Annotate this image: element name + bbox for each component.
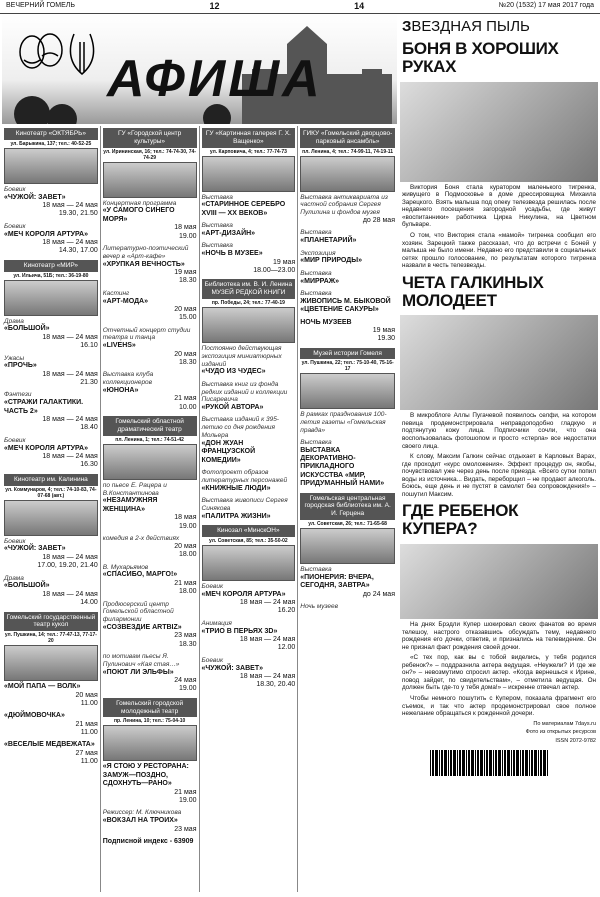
event-title: «СТАРИННОЕ СЕРЕБРО XVIII — XX ВЕКОВ»: [201, 201, 286, 217]
barcode-bar: [540, 750, 542, 776]
barcode-bar: [435, 750, 438, 776]
event-dates: 23 мая: [174, 825, 197, 833]
barcode-bar: [504, 750, 506, 776]
event-title: «ПРОЧЬ»: [4, 362, 37, 370]
event-dates: 18 мая — 24 мая: [42, 370, 98, 378]
event-title: «ДОН ЖУАН ФРАНЦУЗСКОЙ КОМЕДИИ»: [201, 439, 256, 464]
barcode-bar: [513, 750, 515, 776]
event-listing: [4, 355, 98, 388]
venue-name: Кинотеатр им. Калинина: [4, 474, 98, 486]
barcode-bar: [486, 750, 488, 776]
event-listing: [103, 564, 197, 597]
event-times: 18.00—23.00: [253, 266, 296, 274]
event-listing: [103, 245, 197, 286]
event-listing: [103, 763, 197, 805]
event-dates: 18 мая — 24 мая: [239, 599, 296, 606]
event-genre: Литературно-поэтический вечер в «Арт-кафе»: [102, 244, 189, 260]
barcode-bar: [498, 750, 501, 776]
event-times: 21.30: [80, 379, 98, 387]
venue-column: [298, 126, 397, 892]
event-genre: Выставка: [300, 269, 332, 277]
article-paragraph: «С тех пор, как вы с тобой виделись, у тебя родился ребенок?» – поддразнила актера ведущая. «Неужели? И где же он?» – невозмутимо спросил актер. «Когда вернешься к Ирине, повод зайдет, по свидетельствам», – отметила ведущая. Он должен быть где-то у тебя дома!» – искренне отвечал актер.: [402, 654, 596, 692]
event-genre: Анимация: [201, 619, 232, 627]
venue-photo: [103, 725, 197, 761]
event-genre: Концертная программа: [102, 199, 177, 207]
event-dates: 20 мая: [174, 542, 197, 550]
event-genre: Выставка: [201, 193, 233, 201]
event-dates: 18 мая — 24 мая: [42, 553, 98, 561]
source-note: По материалам 7days.ru: [533, 720, 596, 727]
event-times: 12.00: [277, 644, 296, 652]
venue-address: пл. Ленина, 1; тел.: 74-51-42: [115, 436, 184, 443]
event-listing: [300, 290, 395, 315]
venue-photo: [202, 307, 296, 343]
event-genre: Выставка клуба коллекционеров: [102, 371, 154, 387]
venue-address: пл. Ленина, 4; тел.: 74-99-11, 74-19-11: [302, 148, 394, 155]
venue-name: Гомельский областной драматический театр: [103, 416, 197, 436]
barcode-bar: [525, 750, 528, 776]
paper-name: ВЕЧЕРНИЙ ГОМЕЛЬ: [6, 2, 75, 10]
event-title: «LIVEHS»: [102, 342, 136, 350]
event-dates: 19 мая: [174, 268, 197, 276]
barcode-bar: [471, 750, 474, 776]
event-dates: 21 мая: [75, 720, 98, 728]
event-title: «КНИЖНЫЕ ЛЮДИ»: [201, 484, 271, 492]
event-listing: [300, 194, 395, 226]
article-title: ЧЕТА ГАЛКИНЫХ МОЛОДЕЕТ: [402, 272, 544, 310]
venue-column: [101, 126, 200, 892]
event-title: «ЧУЖОЙ: ЗАВЕТ»: [4, 545, 66, 553]
venue-address: ул. Пушкина, 14; тел.: 77-47-13, 77-17-20: [4, 632, 97, 645]
event-title: «НОЧЬ В МУЗЕЕ»: [201, 250, 263, 258]
venue-photo: [202, 545, 296, 581]
event-title: «СТРАЖИ ГАЛАКТИКИ. ЧАСТЬ 2»: [4, 399, 84, 415]
article-paragraph: Виктория Боня стала куратором маленького тигренка, живущего в Подмосковье в доме дрессировщика Михаила Зарецкого. Взять малыша под опеку телезвезда решилась после недавнего посещения загородной усадьбы, где живут «воспитанники» работника Цирка Никулина, на Цветном бульваре.: [402, 183, 596, 229]
event-genre: Фотопроект образов литературных персонажей: [201, 469, 288, 484]
celebrity-news: [400, 14, 598, 893]
event-times: 18.30: [178, 277, 197, 285]
event-listing: [202, 381, 296, 413]
event-dates: 18 мая — 24 мая: [42, 201, 98, 209]
barcode-bar: [531, 750, 533, 776]
barcode-bar: [489, 750, 492, 776]
event-genre: В. Мухарьямов: [102, 563, 149, 571]
photo-credit: Фото из открытых ресурсов: [525, 729, 596, 736]
venue-name: ГИКУ «Гомельский дворцово-парковый ансамбль»: [300, 128, 395, 148]
venue-address: ул. Советская, 26; тел.: 71-65-68: [308, 521, 387, 528]
event-genre: Выставка: [300, 229, 332, 237]
barcode-bar: [457, 750, 458, 776]
event-listing: [4, 318, 98, 351]
article-paragraph: К слову, Максим Галкин сейчас отдыхает в Карловых Варах, где проходит «курс омоложения». Эффект процедур он, якобы, почувствовал уже через день после приезда. «Всего сутки попил воды из источника... Видать, переборщил – не продают алкоголь. Боюсь, еще день и не пустят в самолет без сопровождения!» – пошутил Максим.: [402, 453, 596, 498]
event-dates: 20 мая: [174, 305, 197, 313]
event-genre: В рамках празднования 100-летия газеты «Гомельская правда»: [300, 411, 387, 435]
event-genre: Боевик: [4, 185, 26, 193]
event-listing: [103, 371, 197, 412]
event-title: «Я СТОЮ У РЕСТОРАНА: ЗАМУЖ—ПОЗДНО, СДОХНУТЬ—РАНО»: [102, 763, 189, 788]
venue-columns: [2, 126, 397, 892]
event-listing: [4, 712, 98, 737]
event-genre: Выставка живописи Сергея Синякова: [201, 497, 288, 512]
event-dates: 18 мая — 24 мая: [42, 333, 98, 341]
event-times: 11.00: [80, 699, 98, 707]
event-dates: 18 мая — 24 мая: [42, 590, 98, 598]
venue-address: ул. Ирининская, 16; тел.: 74-74-30, 74-74-29: [103, 148, 196, 161]
event-listing: [103, 535, 197, 560]
event-times: 18.30: [178, 359, 197, 367]
event-genre: Выставка: [201, 222, 233, 230]
event-dates: 21 мая: [174, 788, 197, 796]
barcode-bar: [522, 750, 524, 776]
event-listing: [103, 290, 197, 323]
event-listing: [103, 482, 197, 531]
issn: ISSN 2072-9782: [555, 737, 596, 744]
event-listing: [4, 741, 98, 766]
event-listing: [300, 439, 395, 489]
event-listing: [300, 270, 395, 286]
event-title: «ВОКЗАЛ НА ТРОИХ»: [102, 817, 178, 825]
event-genre: Кастинг: [102, 289, 130, 297]
event-title: «ЧУЖОЙ: ЗАВЕТ»: [201, 664, 263, 672]
event-title: «МЕЧ КОРОЛЯ АРТУРА»: [201, 590, 286, 598]
event-dates: 18 мая — 24 мая: [42, 453, 98, 461]
barcode-bar: [538, 750, 539, 776]
event-times: 19.00: [178, 685, 197, 693]
event-listing: [103, 601, 197, 650]
event-title: «МИРРАЖ»: [300, 277, 340, 285]
event-dates: 18 мая — 24 мая: [42, 416, 98, 424]
event-dates: 19 мая: [372, 326, 395, 334]
barcode-bar: [430, 750, 431, 776]
barcode-bar: [543, 750, 546, 776]
event-genre: Драма: [4, 574, 24, 582]
venue-address: пр. Ленина, 10; тел.: 75-04-10: [113, 718, 186, 725]
venue-photo: [300, 156, 395, 192]
event-dates: 19 мая: [273, 258, 296, 266]
event-times: 15.00: [178, 314, 197, 322]
article-paragraph: На днях Брэдли Купер шокировал своих фанатов во время телешоу, настрого отказавшись обсуждать тему, недавнего рождения его дочки, ответив, и признались на телевидение. Он не признал факт рождения своей дочки.: [402, 621, 596, 651]
barcode-bar: [507, 750, 510, 776]
event-listing: [103, 200, 197, 241]
barcode-bar: [529, 750, 530, 776]
event-title: «БОЛЬШОЙ»: [4, 325, 50, 333]
barcode-bar: [462, 750, 465, 776]
venue-photo: [300, 373, 395, 409]
article-photo: [400, 315, 598, 410]
event-listing: [300, 566, 395, 599]
theatre-masks-icon: [20, 34, 62, 68]
event-listing: [202, 194, 296, 219]
event-title: ВЫСТАВКА ДЕКОРАТИВНО-ПРИКЛАДНОГО ИСКУССТВА «МИР, ПРИДУМАННЫЙ НАМИ»: [300, 446, 385, 488]
event-times: 19.00: [178, 232, 197, 240]
event-title: «ЮНОНА»: [102, 387, 139, 395]
page-number-left: 12: [209, 1, 220, 12]
venue-photo: [4, 645, 98, 681]
event-listing: [202, 620, 296, 653]
barcode-bar: [459, 750, 461, 776]
event-times: 18.30: [178, 640, 197, 648]
event-listing: [202, 222, 296, 238]
barcode-bar: [547, 750, 548, 776]
event-genre: Фэнтези: [4, 391, 32, 399]
page-number-right: 14: [354, 1, 365, 12]
barcode-bar: [484, 750, 485, 776]
event-genre: Выставка изданий к 395-летию со дня рождения Мольера: [201, 416, 279, 440]
event-genre: Постоянно действующая экспозиция миниатюрных изданий: [201, 344, 282, 368]
venue-photo: [103, 444, 197, 480]
event-title: «ЧУДО ИЗ ЧУДЕС»: [201, 368, 266, 376]
event-genre: Боевик: [4, 537, 26, 545]
event-title: «АРТ-МОДА»: [102, 297, 149, 305]
event-dates: 18 мая: [174, 514, 197, 522]
venue-photo: [300, 528, 395, 564]
barcode-bar: [534, 750, 537, 776]
event-times: 11.00: [80, 758, 98, 766]
event-title: ЖИВОПИСЬ М. БЫКОВОЙ «ЦВЕТЕНИЕ САКУРЫ»: [300, 297, 391, 314]
event-genre: Экспозиция: [300, 249, 336, 257]
article-paragraph: Чтобы немного пошутить с Купером, показала фрагмент его съемок, и так что актер продемонстрировал свое полное нежелание обращаться к рожденной дочери.: [402, 695, 596, 718]
venue-address: ул. Карповича, 4; тел.: 77-74-73: [209, 148, 287, 155]
event-dates: 18 мая — 24 мая: [239, 672, 296, 680]
lyre-icon: [70, 34, 93, 74]
event-times: 18.00: [178, 588, 197, 596]
event-genre: Выставка антиквариата из частной собрания Сергея Пулилина и фондов музея: [300, 193, 388, 217]
afisha-section: [2, 14, 397, 893]
event-genre: Выставка: [300, 289, 332, 297]
event-listing: [300, 250, 395, 266]
event-title: «ВЕСЕЛЫЕ МЕДВЕЖАТА»: [4, 741, 95, 749]
barcode-bar: [502, 750, 503, 776]
event-title: «МЕЧ КОРОЛЯ АРТУРА»: [4, 230, 88, 238]
event-times: 19.30, 21.50: [58, 210, 98, 218]
event-listing: [202, 497, 296, 521]
event-title: «ПАЛИТРА ЖИЗНИ»: [201, 512, 271, 520]
barcode-bar: [466, 750, 467, 776]
venue-photo: [4, 500, 98, 536]
event-listing: [4, 437, 98, 470]
barcode-bar: [516, 750, 519, 776]
event-listing: [4, 186, 98, 219]
event-title: «ПОЮТ ЛИ ЭЛЬФЫ»: [102, 668, 174, 676]
event-title: «ТРИО В ПЕРЬЯХ 3D»: [201, 627, 278, 635]
event-listing: [4, 538, 98, 571]
event-listing: [202, 469, 296, 493]
article-photo: [400, 544, 598, 619]
barcode-bar: [448, 750, 449, 776]
venue-column: [2, 126, 101, 892]
event-title: «ПИОНЕРИЯ: ВЧЕРА, СЕГОДНЯ, ЗАВТРА»: [300, 573, 374, 590]
event-listing: [300, 229, 395, 245]
venue-name: Музей истории Гомеля: [300, 348, 395, 360]
venue-photo: [4, 148, 98, 184]
event-dates: до 24 мая: [362, 590, 395, 598]
event-dates: 21 мая: [174, 395, 197, 403]
articles: [400, 40, 598, 718]
event-title: «МОЙ ПАПА — ВОЛК»: [4, 683, 81, 691]
barcode-bar: [495, 750, 497, 776]
event-genre: комедия в 2-х действиях: [102, 534, 180, 542]
venue-name: Гомельский городской молодежный театр: [103, 698, 197, 718]
event-genre: Драма: [4, 317, 24, 325]
event-genre: Ночь музеев: [300, 602, 339, 610]
event-listing: [4, 575, 98, 608]
venue-name: Кинотеатр «МИР»: [4, 260, 98, 272]
venue-name: ГУ «Картинная галерея Г. Х. Ващенко»: [202, 128, 296, 148]
article-paragraph: О том, что Виктория стала «мамой» тигренка сообщил его хозяин. Зарецкий также рассказал, что до встречи с Боней у малыша не было имени. Недавно его представили в социальных сетях прошло голосование, по результатам которого тигренка назвали в честь телезвезды.: [402, 231, 596, 270]
barcode-bar: [468, 750, 470, 776]
venue-address: ул. Барыкина, 137; тел.: 40-52-25: [10, 140, 92, 147]
event-title: «ДЮЙМОВОЧКА»: [4, 712, 65, 720]
event-listing: [202, 657, 296, 690]
venue-name: Библиотека им. В. И. Ленина МУЗЕЙ РЕДКОЙ КНИГИ: [202, 279, 296, 299]
top-bar: [0, 0, 600, 14]
event-times: 18.00: [178, 551, 197, 559]
barcode-bar: [453, 750, 456, 776]
event-listing: [202, 242, 296, 275]
barcode-bar: [432, 750, 434, 776]
venue-address: ул. Пушкина, 22; тел.: 75-10-40, 75-16-17: [301, 360, 394, 373]
venue-name: Гомельская центральная городская библиотека им. А. И. Герцена: [300, 493, 395, 520]
venue-name: Кинозал «МинскOН»: [202, 525, 296, 537]
article-title: БОНЯ В ХОРОШИХ РУКАХ: [402, 39, 559, 76]
venue-address: ул. Коммунаров, 4; тел.: 74-10-83, 74-07-68 (авт.): [5, 486, 97, 499]
event-title: «ЧУЖОЙ: ЗАВЕТ»: [4, 193, 66, 201]
article-photo: [400, 82, 598, 182]
event-listing: [202, 416, 296, 465]
event-dates: 24 мая: [174, 677, 197, 685]
event-title: «НЕЗАМУЖНЯЯ ЖЕНЩИНА»: [102, 497, 158, 513]
issue-info: №20 (1532) 17 мая 2017 года: [498, 2, 594, 10]
event-genre: Боевик: [201, 582, 224, 590]
rubric-title: [400, 14, 598, 36]
event-listing: [103, 653, 197, 694]
event-listing: [103, 327, 197, 368]
event-dates: 18 мая — 24 мая: [239, 635, 296, 643]
event-genre: Ужасы: [4, 354, 25, 362]
barcode-bar: [444, 750, 447, 776]
event-listing: [103, 809, 197, 834]
event-title: «ПЛАНЕТАРИЙ»: [300, 237, 357, 245]
event-listing: [202, 345, 296, 377]
venue-name: ГУ «Городской центр культуры»: [103, 128, 197, 148]
event-times: 16.30: [80, 461, 98, 469]
event-times: 17.00, 19.20, 21.40: [37, 562, 98, 570]
barcode-bar: [441, 750, 443, 776]
event-genre: по пьесе Е. Рацера и В.Константинова: [102, 481, 167, 497]
event-genre: Режиссер: М. Ключникова: [102, 809, 182, 817]
event-dates: 20 мая: [75, 691, 98, 699]
event-listing: [4, 223, 98, 256]
event-dates: до 28 мая: [362, 216, 395, 224]
event-title: «СОЗВЕЗДИЕ ARTBIZ»: [102, 623, 182, 631]
event-title: «РУКОЙ АВТОРА»: [201, 404, 264, 412]
rubric-lead: З: [402, 18, 412, 35]
event-genre: Продюсерский центр Гомельской областной филармонии: [102, 600, 174, 624]
venue-name: Гомельский государственный театр кукол: [4, 612, 98, 632]
event-title: «У САМОГО СИНЕГО МОРЯ»: [102, 207, 175, 223]
event-genre: Выставка книг из фонда редких изданий и коллекции Писаревича: [201, 380, 288, 404]
venue-address: ул. Ильича, 51Б; тел.: 36-19-80: [13, 272, 89, 279]
event-listing: [4, 391, 98, 432]
event-genre: по мотивам пьесы Я. Пулинович «Кая стая…»: [102, 653, 180, 668]
event-listing: [300, 603, 395, 611]
barcode-bar: [439, 750, 440, 776]
event-times: 19.00: [178, 797, 197, 804]
event-times: 18.30, 20.40: [256, 681, 296, 689]
article-paragraph: В микроблоге Аллы Пугачевой появилось селфи, на котором певица продемонстрировала неправдоподобно гладкую и подтянутую кожу лица. Подписчики сочли, что она воспользовалась фотошопом и просто «стерла» все недостатки своего лица.: [402, 412, 596, 450]
barcode-bar: [480, 750, 483, 776]
event-times: 16.10: [80, 342, 98, 350]
section-title: АФИША: [107, 50, 323, 108]
event-genre: Боевик: [4, 222, 26, 230]
venue-column: [200, 126, 299, 892]
event-times: 10.00: [178, 403, 197, 411]
event-genre: Отчетный концерт студии театра и танца: [102, 326, 191, 342]
barcode-bar: [493, 750, 494, 776]
venue-photo: [103, 162, 197, 198]
event-dates: 27 мая: [75, 749, 98, 757]
event-genre: Боевик: [201, 656, 224, 664]
subscription-index: Подписной индекс - 63909: [102, 837, 194, 845]
event-dates: 21 мая: [174, 579, 197, 587]
event-title: «БОЛЬШОЙ»: [4, 582, 50, 590]
event-times: 18.40: [80, 424, 98, 432]
event-dates: 18 мая: [174, 224, 197, 232]
event-genre: Выставка: [300, 438, 332, 446]
event-title: «СПАСИБО, МАРГО!»: [102, 571, 178, 579]
event-dates: 18 мая — 24 мая: [42, 238, 98, 246]
event-times: 11.00: [80, 729, 98, 737]
event-genre: Выставка: [300, 566, 332, 574]
event-times: 19.00: [178, 522, 197, 530]
event-times: 16.20: [277, 607, 296, 615]
venue-photo: [202, 156, 296, 192]
event-title: «АРТ-ДИЗАЙН»: [201, 229, 256, 237]
event-title: «МЕЧ КОРОЛЯ АРТУРА»: [4, 444, 88, 452]
venue-photo: [4, 280, 98, 316]
venue-name: Кинотеатр «ОКТЯБРЬ»: [4, 128, 98, 140]
event-dates: 20 мая: [174, 350, 197, 358]
rubric-rest: ВЕЗДНАЯ ПЫЛЬ: [411, 18, 530, 35]
event-dates: 23 мая: [174, 632, 197, 640]
afisha-header: [2, 14, 397, 124]
event-genre: Выставка: [201, 242, 233, 250]
barcode-bar: [450, 750, 452, 776]
venue-address: ул. Советская, 85; тел.: 35-50-02: [209, 537, 288, 544]
event-times: 14.30, 17.00: [58, 247, 98, 255]
event-times: 14.00: [80, 599, 98, 607]
event-times: 19.30: [377, 335, 395, 343]
event-listing: [4, 683, 98, 708]
event-title: «МИР ПРИРОДЫ»: [300, 257, 363, 265]
barcode-bar: [477, 750, 479, 776]
barcode: [430, 746, 568, 776]
event-title: НОЧЬ МУЗЕЕВ: [300, 318, 352, 326]
event-genre: Боевик: [4, 436, 26, 444]
event-title: «ХРУПКАЯ ВЕЧНОСТЬ»: [102, 260, 185, 268]
article-title: ГДЕ РЕБЕНОК КУПЕРА?: [402, 501, 519, 539]
barcode-bar: [475, 750, 476, 776]
event-listing: [300, 411, 395, 434]
venue-address: пр. Победы, 24; тел.: 77-40-19: [211, 299, 285, 306]
barcode-bar: [511, 750, 512, 776]
event-listing: [202, 583, 296, 616]
event-listing: [300, 319, 395, 344]
barcode-bar: [520, 750, 521, 776]
